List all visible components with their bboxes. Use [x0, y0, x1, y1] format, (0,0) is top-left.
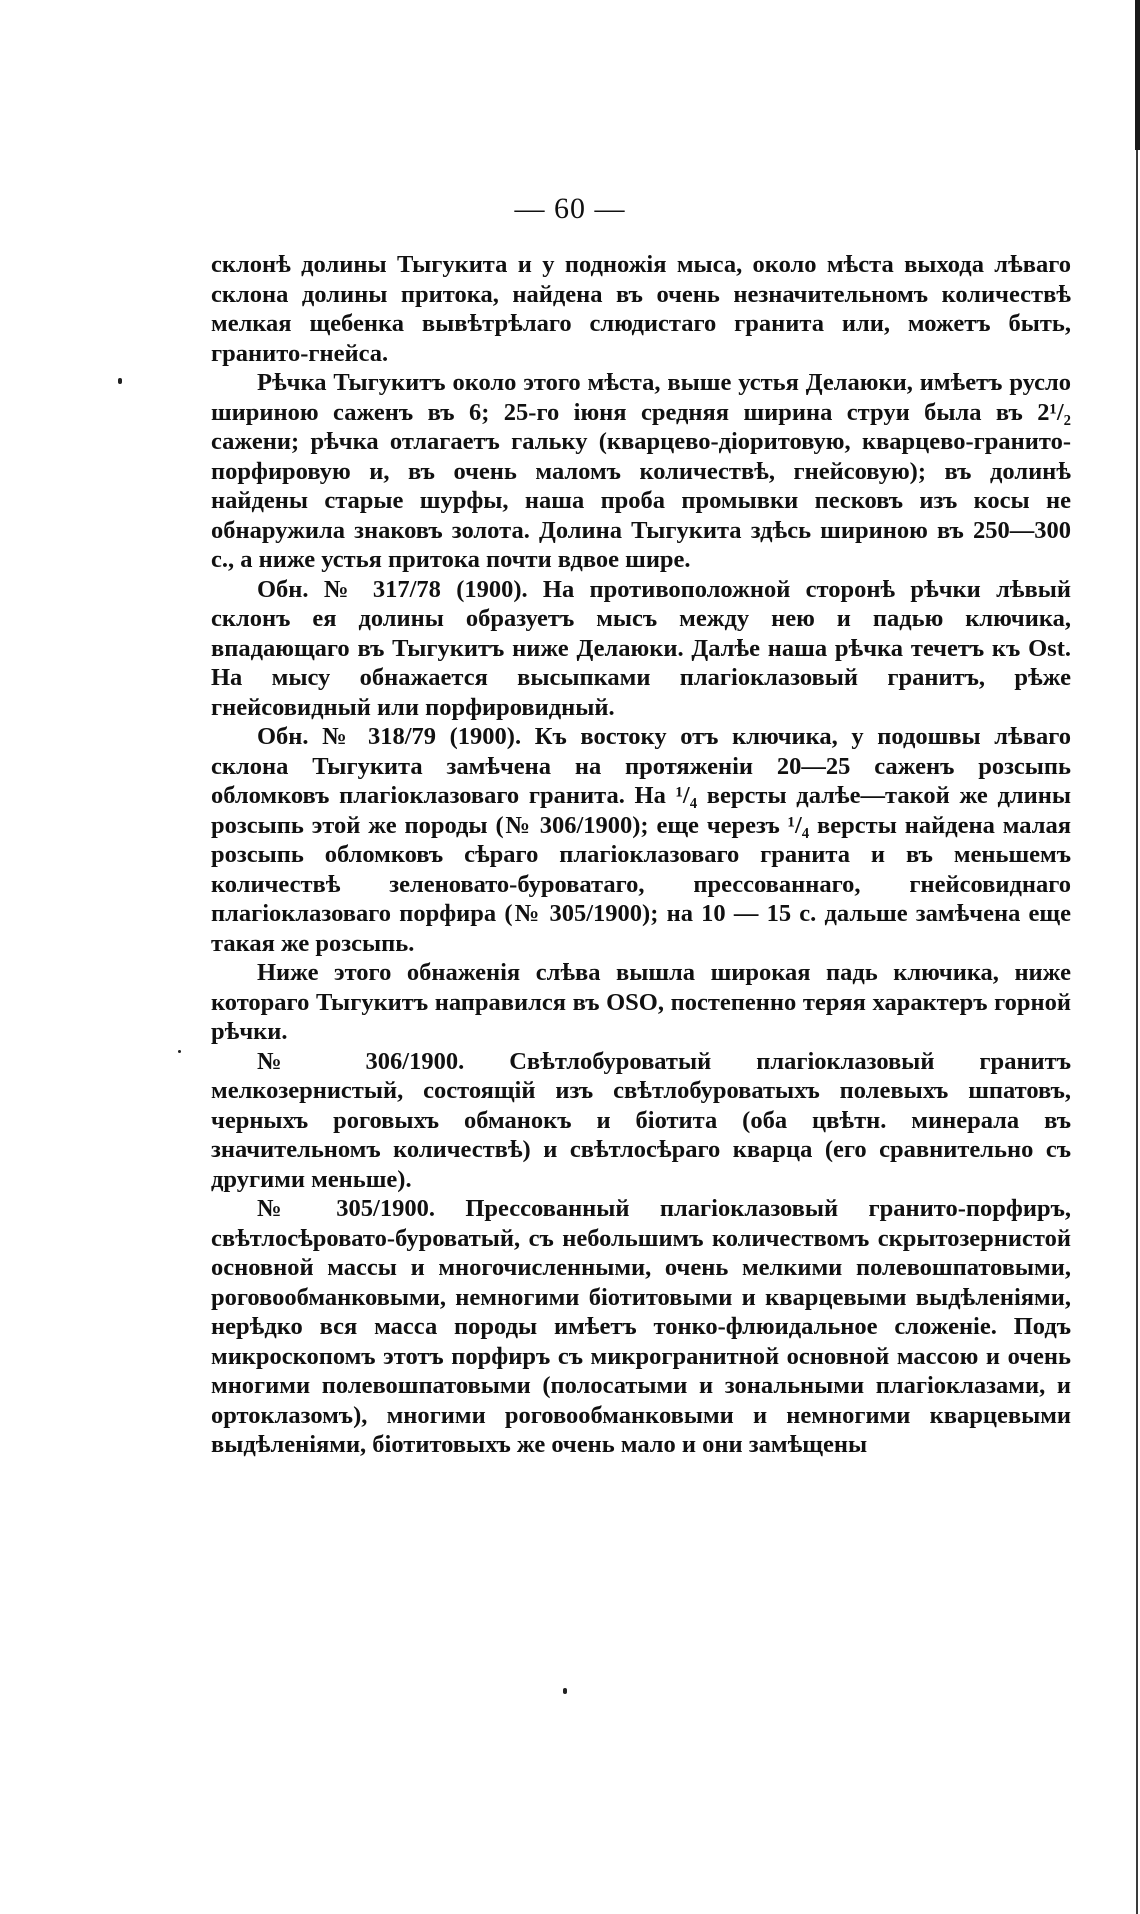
body-text [211, 250, 1071, 1460]
paragraph-3: Обн. № 317/78 (1900). На противоположной сторонѣ рѣчки лѣвый склонъ ея долины образуетъ мысъ между нею и падью ключика, впадающаго въ Тыгукитъ ниже Делаюки. Далѣе наша рѣчка течетъ къ Ost. На мысу обнажается высыпками плагіоклазовый гранитъ, рѣже гнейсовидный или порфировидный. [211, 575, 1071, 721]
paragraph-4: Обн. № 318/79 (1900). Къ востоку отъ ключика, у подошвы лѣваго склона Тыгукита замѣчена на протяженіи 20—25 саженъ розсыпь обломковъ плагіоклазоваго гранита. На ¹/₄ версты далѣе—такой же длины розсыпь этой же породы (№ 306/1900); еще черезъ ¹/₄ версты найдена малая розсыпь обломковъ сѣраго плагіоклазоваго гранита и въ меньшемъ количествѣ зеленовато-буроватаго, прессованнаго, гнейсовиднаго плагіоклазоваго порфира (№ 305/1900); на 10 — 15 с. дальше замѣчена еще такая же розсыпь. [211, 723, 1071, 957]
page-edge-shadow [1135, 0, 1140, 150]
paragraph-1: склонѣ долины Тыгукита и у подножія мыса, около мѣста выхода лѣваго склона долины притока, найдена въ очень незначительномъ количествѣ мелкая щебенка вывѣтрѣлаго слюдистаго гранита или, можетъ быть, гранито-гнейса. [211, 251, 1071, 367]
page-number: — 60 — [514, 192, 626, 225]
paragraph-2: Рѣчка Тыгукитъ около этого мѣста, выше устья Делаюки, имѣетъ русло шириною саженъ въ 6; 25-го іюня средняя ширина струи была въ 2¹/₂ сажени; рѣчка отлагаетъ гальку (кварцево-діоритовую, кварцево-гранито-порфировую и, въ очень маломъ количествѣ, гнейсовую); въ долинѣ найдены старые шурфы, наша проба промывки песковъ изъ косы не обнаружила знаковъ золота. Долина Тыгукита здѣсь шириною въ 250—300 с., а ниже устья притока почти вдвое шире. [211, 369, 1071, 573]
paragraph-6: № 306/1900. Свѣтлобуроватый плагіоклазовый гранитъ мелкозернистый, состоящій изъ свѣтлобуроватыхъ полевыхъ шпатовъ, черныхъ роговыхъ обманокъ и біотита (оба цвѣтн. минерала въ значительномъ количествѣ) и свѣтлосѣраго кварца (его сравнительно съ другими меньше). [211, 1047, 1071, 1193]
scan-speck [563, 1688, 567, 1694]
page-edge-line [1136, 150, 1138, 1914]
paragraph-7: № 305/1900. Прессованный плагіоклазовый гранито-порфиръ, свѣтлосѣровато-буроватый, съ небольшимъ количествомъ скрытозернистой основной массы и многочисленными, очень мелкими полевошпатовыми, роговообманковыми, немногими біотитовыми и кварцевыми выдѣленіями, нерѣдко вся масса породы имѣетъ тонко-флюидальное сложеніе. Подъ микроскопомъ этотъ порфиръ съ микрогранитной основной массою и очень многими полевошпатовыми (полосатыми и зональными плагіоклазами, и ортоклазомъ), многими роговообманковыми и немногими кварцевыми выдѣленіями, біотитовыхъ же очень мало и они замѣщены [211, 1195, 1071, 1458]
scan-speck [178, 1050, 181, 1053]
scan-speck [118, 378, 122, 384]
paragraph-5: Ниже этого обнаженія слѣва вышла широкая падь ключика, ниже котораго Тыгукитъ направился въ OSO, постепенно теряя характеръ горной рѣчки. [211, 959, 1071, 1045]
